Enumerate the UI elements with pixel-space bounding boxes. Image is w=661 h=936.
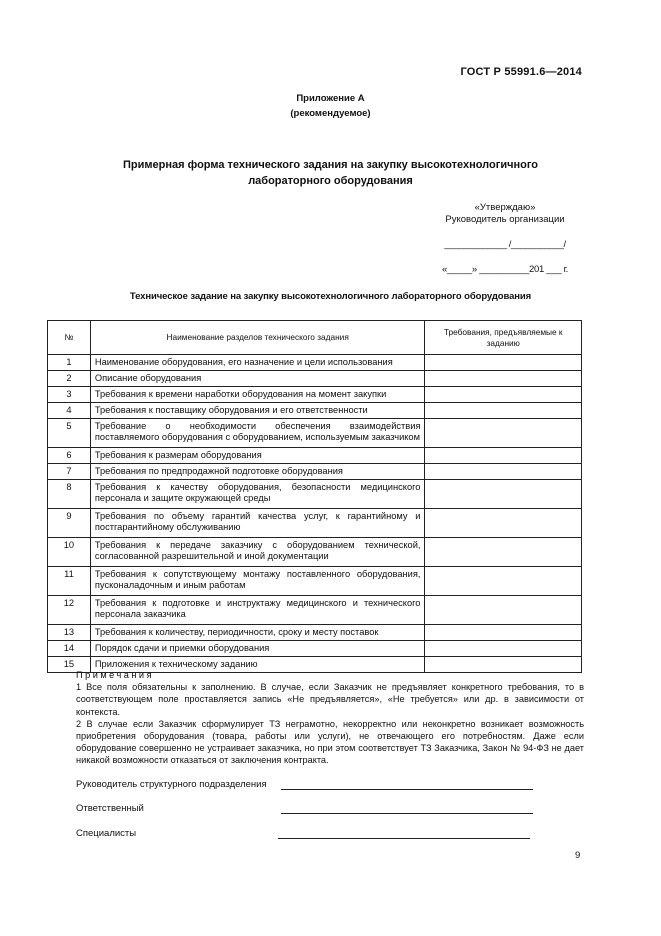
signature-specialists-label: Специалисты (76, 828, 137, 839)
row-section-name: Требования к подготовке и инструктажу медицинского и технического персонала заказчика (90, 596, 425, 625)
row-requirements-cell (425, 448, 582, 464)
page-number: 9 (575, 850, 581, 861)
signature-responsible-line (281, 804, 533, 814)
row-number: 15 (48, 657, 91, 673)
table-row (48, 387, 582, 403)
header-requirements: Требования, предъявляемые к заданию (425, 321, 582, 355)
row-number: 14 (48, 641, 91, 657)
header-number: № (48, 321, 91, 355)
note-2: 2 В случае если Заказчик сформулирует ТЗ неграмотно, некорректно или неконкретно возникает возможность приобретения оборудования (товара, работы или услуги), не отвечающего его потребностям. Даже если оборудование совершенно не устраивает заказчика, но при этом соответствует ТЗ Заказчика, Закон № 94-ФЗ не дает никакой возможности отказаться от заключения контракта. (76, 718, 584, 766)
table-row (48, 538, 582, 567)
row-requirements-cell (425, 567, 582, 596)
row-section-name: Описание оборудования (90, 371, 425, 387)
notes-block (76, 669, 584, 767)
table-row (48, 567, 582, 596)
row-section-name: Наименование оборудования, его назначение и цели использования (90, 355, 425, 371)
table-header-row (48, 321, 582, 355)
table-row (48, 509, 582, 538)
table-row (48, 596, 582, 625)
row-section-name: Требования к сопутствующему монтажу поставленного оборудования, пусконаладочным и иным работам (90, 567, 425, 596)
row-requirements-cell (425, 625, 582, 641)
table-row (48, 419, 582, 448)
row-number: 7 (48, 464, 91, 480)
signature-specialists-line (278, 829, 530, 839)
row-requirements-cell (425, 538, 582, 567)
row-requirements-cell (425, 355, 582, 371)
row-section-name: Требования к поставщику оборудования и его ответственности (90, 403, 425, 419)
document-title-line1: Примерная форма технического задания на закупку высокотехнологичного (123, 159, 538, 171)
row-number: 12 (48, 596, 91, 625)
row-section-name: Требования к времени наработки оборудования на момент закупки (90, 387, 425, 403)
table-row (48, 371, 582, 387)
note-1: 1 Все поля обязательны к заполнению. В случае, если Заказчик не предъявляет конкретного требования, то в соответствующем поле проставляется запись «Не предъявляется», «Не требуется» или др. в зависимости от контекста. (76, 682, 584, 717)
signature-head-label: Руководитель структурного подразделения (76, 779, 267, 790)
row-requirements-cell (425, 371, 582, 387)
row-section-name: Порядок сдачи и приемки оборудования (90, 641, 425, 657)
row-requirements-cell (425, 596, 582, 625)
approval-label: «Утверждаю» (474, 202, 536, 213)
row-number: 3 (48, 387, 91, 403)
standard-code: ГОСТ Р 55991.6—2014 (460, 66, 582, 78)
row-section-name: Требования по объему гарантий качества услуг, к гарантийному и постгарантийному обслуживанию (90, 509, 425, 538)
row-requirements-cell (425, 641, 582, 657)
notes-heading: Примечания (76, 670, 155, 680)
row-number: 13 (48, 625, 91, 641)
table-row (48, 641, 582, 657)
row-number: 8 (48, 480, 91, 509)
table-row (48, 448, 582, 464)
row-section-name: Требования к количеству, периодичности, сроку и месту поставок (90, 625, 425, 641)
row-number: 10 (48, 538, 91, 567)
document-title (0, 157, 661, 189)
row-number: 4 (48, 403, 91, 419)
approval-date-line: «_____» __________201 ___ г. (442, 264, 568, 275)
row-section-name: Требования по предпродажной подготовке оборудования (90, 464, 425, 480)
row-requirements-cell (425, 464, 582, 480)
row-number: 5 (48, 419, 91, 448)
row-section-name: Приложения к техническому заданию (90, 657, 425, 673)
row-number: 6 (48, 448, 91, 464)
table-row (48, 480, 582, 509)
spec-table (47, 320, 582, 673)
appendix-kind: (рекомендуемое) (290, 108, 371, 119)
table-row (48, 403, 582, 419)
spec-title: Техническое задание на закупку высокотехнологичного лабораторного оборудования (129, 291, 532, 302)
row-requirements-cell (425, 403, 582, 419)
table-row (48, 355, 582, 371)
row-requirements-cell (425, 387, 582, 403)
row-section-name: Требования к качеству оборудования, безопасности медицинского персонала и защите окружающей среды (90, 480, 425, 509)
table-row (48, 464, 582, 480)
row-requirements-cell (425, 509, 582, 538)
row-number: 11 (48, 567, 91, 596)
appendix-title: Приложение А (296, 93, 365, 104)
row-requirements-cell (425, 419, 582, 448)
signature-head-line (281, 780, 533, 790)
row-number: 9 (48, 509, 91, 538)
row-number: 1 (48, 355, 91, 371)
row-number: 2 (48, 371, 91, 387)
table-row (48, 625, 582, 641)
row-requirements-cell (425, 480, 582, 509)
approval-role: Руководитель организации (445, 214, 565, 225)
row-section-name: Требование о необходимости обеспечения взаимодействия поставляемого оборудования с оборудованием, используемым заказчиком (90, 419, 425, 448)
document-title-line2: лабораторного оборудования (248, 175, 413, 187)
signature-responsible-label: Ответственный (76, 803, 144, 814)
approval-signature-line: _____________ /___________/ (444, 239, 566, 250)
header-section-name: Наименование разделов технического задания (90, 321, 425, 355)
row-section-name: Требования к размерам оборудования (90, 448, 425, 464)
row-section-name: Требования к передаче заказчику с оборудованием технической, согласованной разрешительной и иной документации (90, 538, 425, 567)
